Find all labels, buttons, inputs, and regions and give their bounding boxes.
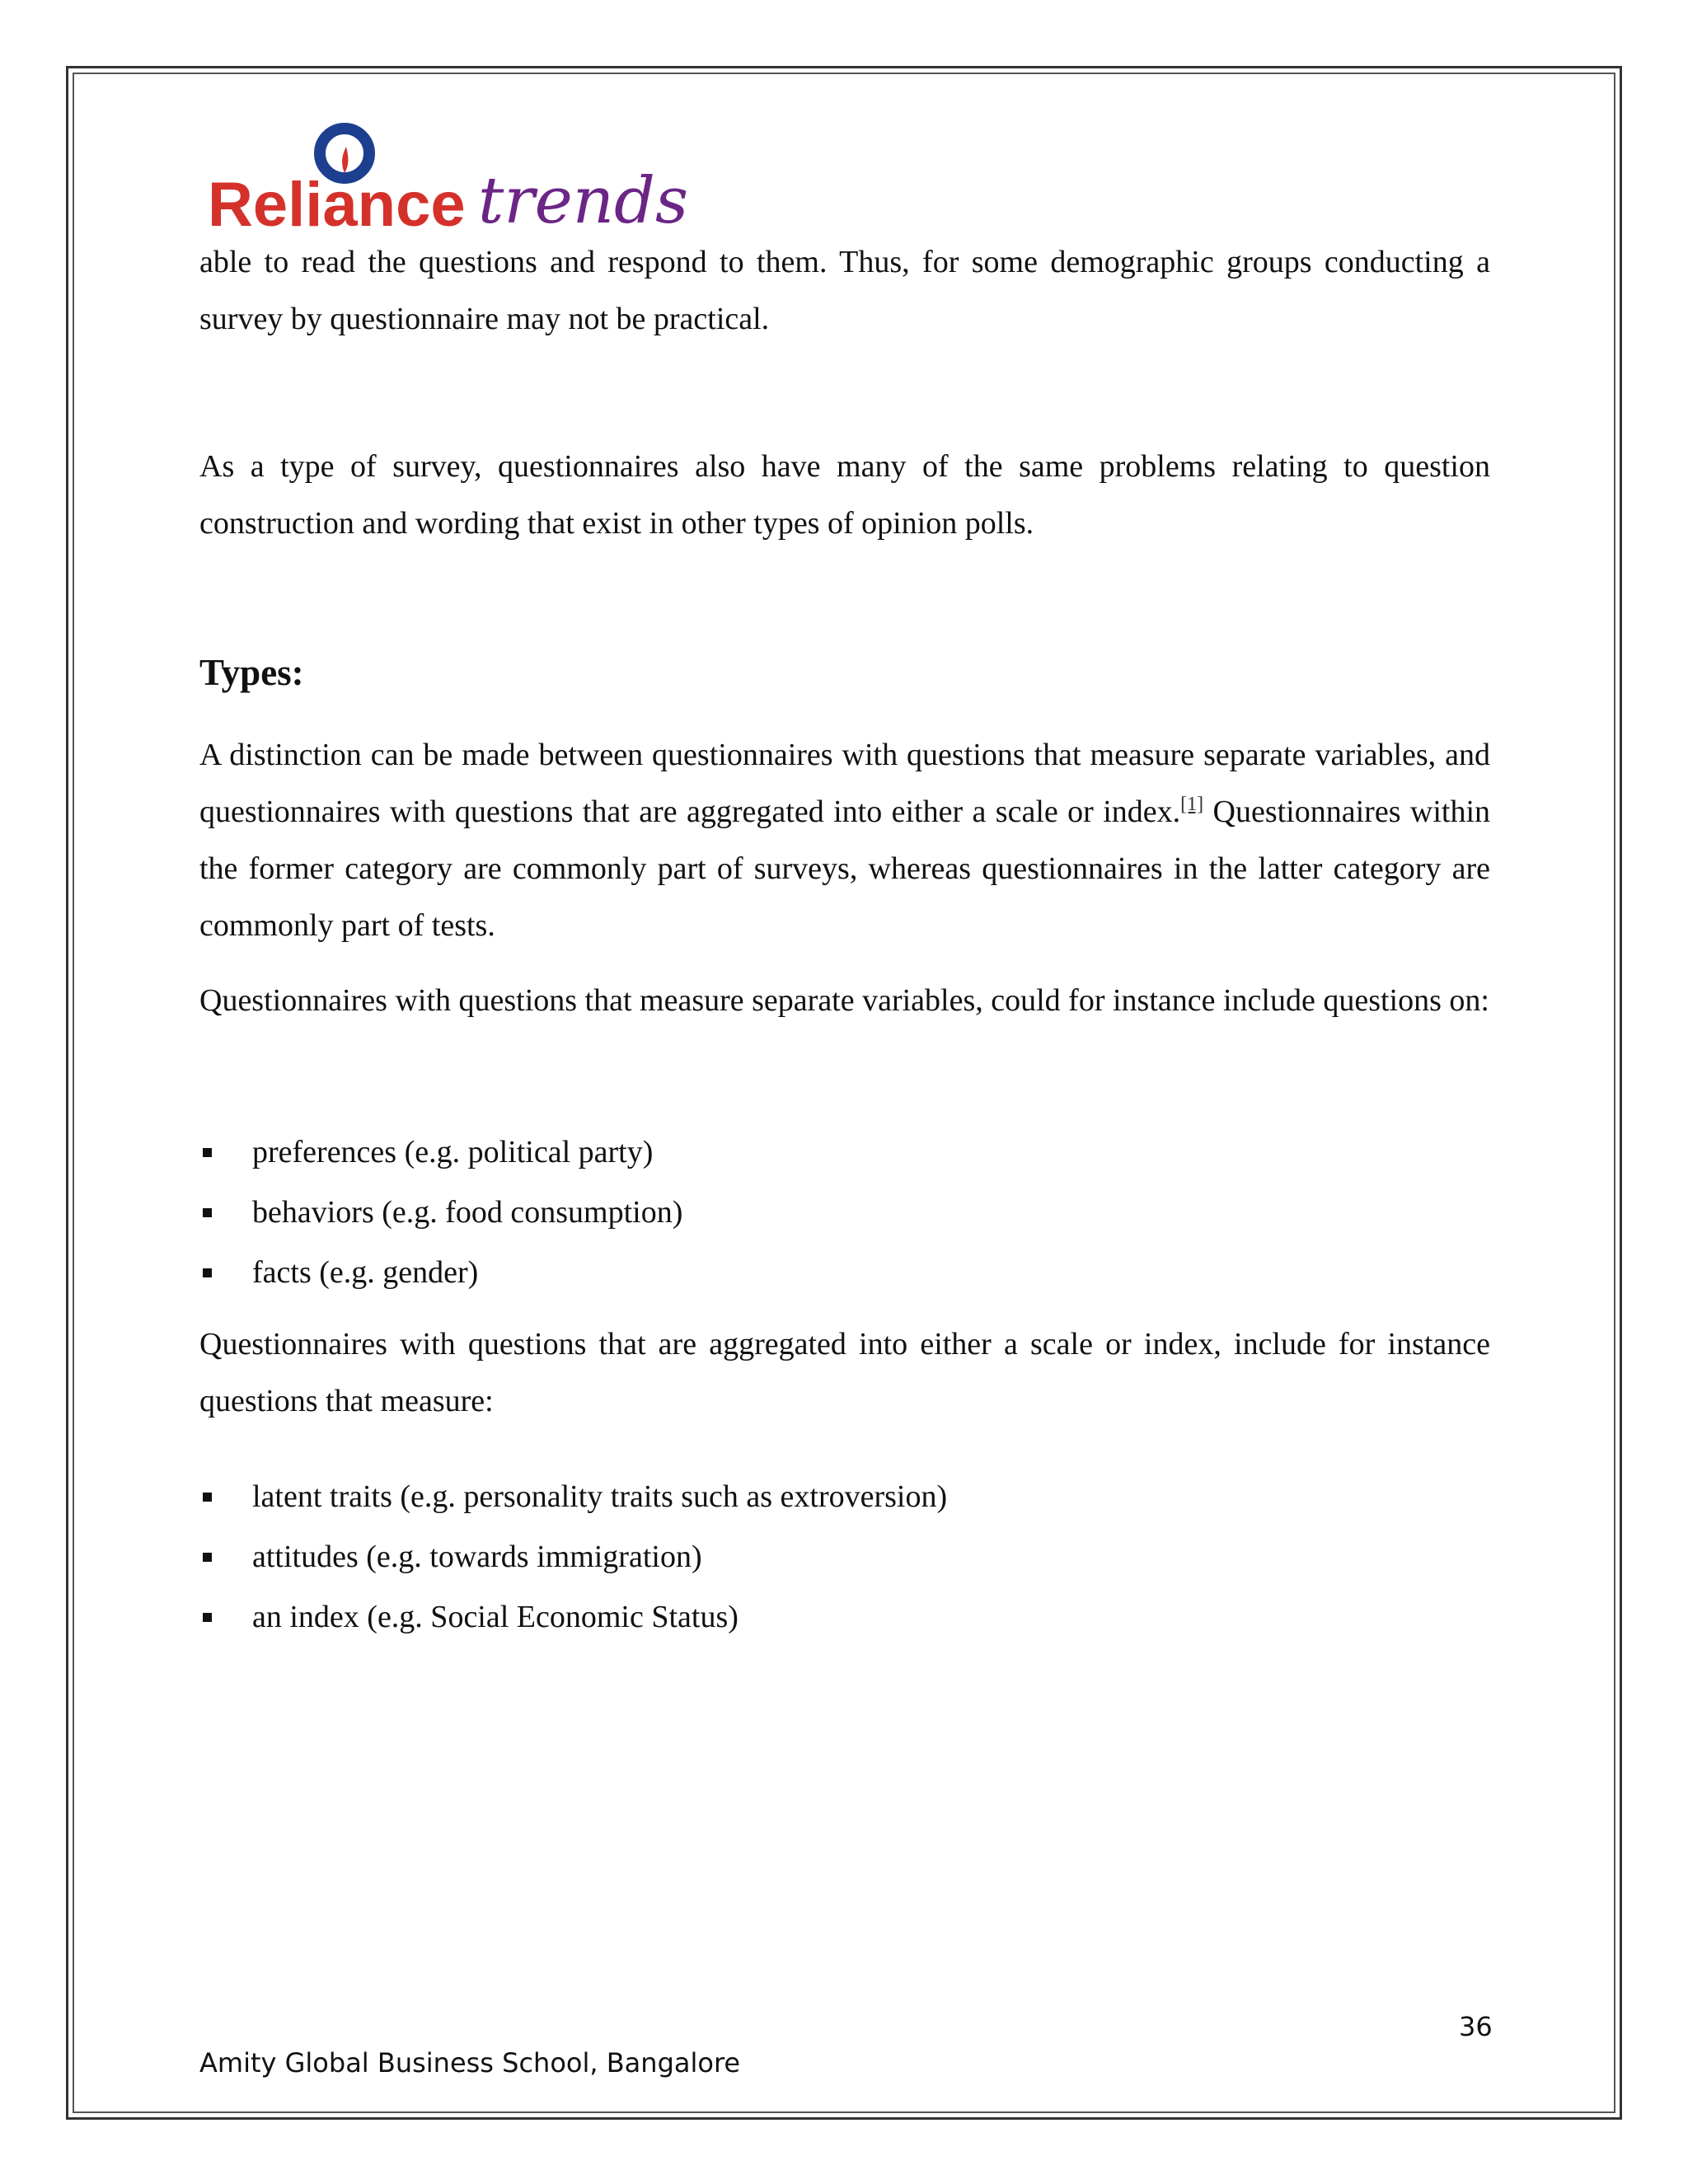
aggregated-questions-list: [199, 1467, 947, 1647]
logo-brand-text: Reliance: [208, 170, 466, 237]
page-number: 36: [1459, 2011, 1493, 2042]
paragraph-3-block: [199, 727, 1490, 954]
list-item: [199, 1243, 682, 1303]
page-border-inner: [73, 73, 1615, 2113]
bullet-icon: [203, 1208, 212, 1217]
bullet-icon: [203, 1553, 212, 1562]
section-heading: Types:: [199, 652, 304, 693]
list-item-text: behaviors (e.g. food consumption): [252, 1195, 683, 1230]
paragraph-3-start: A distinction can be made between questionnaires with questions that measure separate variables, and questionnaires with questions that are aggregated into either a scale or index.: [199, 738, 1490, 829]
bullet-icon: [203, 1613, 212, 1622]
list-item-text: preferences (e.g. political party): [252, 1135, 654, 1169]
logo-sub-text: trends: [478, 164, 688, 237]
separate-variables-list: [199, 1122, 682, 1303]
paragraph-3-end: Questionnaires within the former category are commonly part of surveys, whereas questionnaires in the latter category are commonly part of tests.: [199, 794, 1490, 943]
list-item: [199, 1587, 947, 1647]
reliance-trends-logo: [204, 122, 699, 237]
list-item: [199, 1467, 947, 1527]
paragraph-1-block: [199, 234, 1490, 348]
paragraph-2-block: [199, 438, 1490, 552]
list-item-text: latent traits (e.g. personality traits such as extroversion): [252, 1479, 948, 1514]
paragraph-1: able to read the questions and respond to them. Thus, for some demographic groups conducting a survey by questionnaire may not be practical.: [199, 245, 1490, 336]
footer-institution: Amity Global Business School, Bangalore: [199, 2047, 741, 2079]
paragraph-2: As a type of survey, questionnaires also have many of the same problems relating to question construction and wording that exist in other types of opinion polls.: [199, 449, 1490, 541]
paragraph-4-block: [199, 972, 1490, 1029]
paragraph-4: Questionnaires with questions that measure separate variables, could for instance include questions on:: [199, 983, 1489, 1018]
reference-link[interactable]: [1]: [1180, 794, 1204, 815]
bullet-icon: [203, 1268, 212, 1277]
list-item: [199, 1527, 947, 1587]
paragraph-3: [199, 727, 1490, 954]
list-item: [199, 1122, 682, 1183]
bullet-icon: [203, 1148, 212, 1157]
paragraph-5-block: [199, 1316, 1490, 1430]
list-item-text: facts (e.g. gender): [252, 1255, 479, 1290]
list-item-text: an index (e.g. Social Economic Status): [252, 1600, 738, 1634]
list-item: [199, 1183, 682, 1243]
paragraph-5: Questionnaires with questions that are aggregated into either a scale or index, include for instance questions that measure:: [199, 1327, 1490, 1418]
bullet-icon: [203, 1493, 212, 1502]
list-item-text: attitudes (e.g. towards immigration): [252, 1540, 702, 1574]
